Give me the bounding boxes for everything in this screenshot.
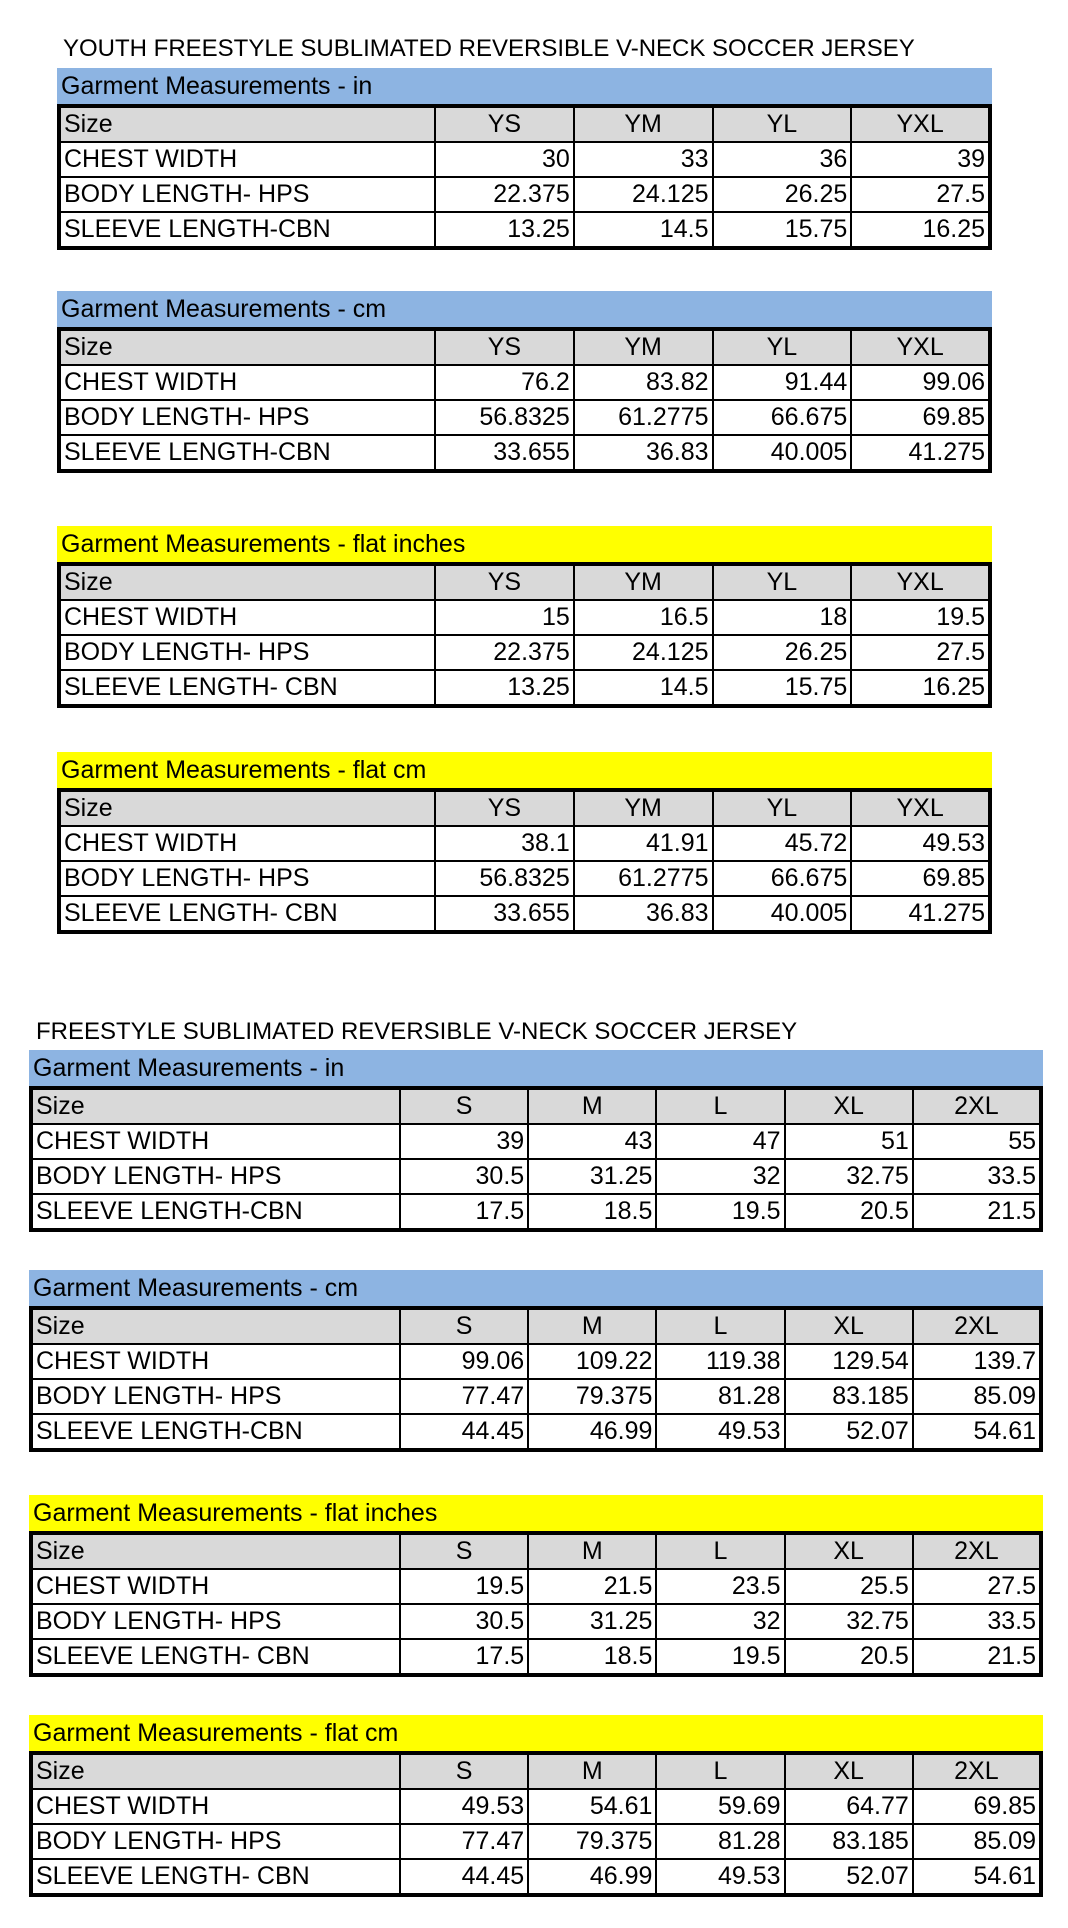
row-label: SLEEVE LENGTH-CBN [31,1194,400,1230]
value-cell: 56.8325 [435,400,574,435]
row-label: SLEEVE LENGTH- CBN [59,670,435,706]
value-cell: 33.5 [913,1604,1041,1639]
size-label: Size [31,1533,400,1569]
size-label: Size [59,790,435,826]
value-cell: 81.28 [656,1824,784,1859]
row-label: BODY LENGTH- HPS [31,1604,400,1639]
adult-table-flat-inches [29,1495,1043,1677]
table-row [31,1414,1041,1450]
value-cell: 109.22 [528,1344,656,1379]
table-row [59,435,990,471]
value-cell: 21.5 [913,1194,1041,1230]
value-cell: 33.5 [913,1159,1041,1194]
value-cell: 69.85 [851,861,990,896]
row-label: CHEST WIDTH [59,826,435,861]
table-row [31,1159,1041,1194]
youth-table-flat-inches [57,526,992,708]
size-row [31,1308,1041,1344]
value-cell: 25.5 [785,1569,913,1604]
table-header: Garment Measurements - flat cm [29,1715,1043,1751]
table-row [59,861,990,896]
row-label: BODY LENGTH- HPS [59,861,435,896]
value-cell: 79.375 [528,1824,656,1859]
table-row [31,1639,1041,1675]
value-cell: 49.53 [656,1414,784,1450]
measurement-table [57,788,992,934]
size-header-cell: YS [435,564,574,600]
row-label: CHEST WIDTH [59,600,435,635]
size-header-cell: L [656,1533,784,1569]
value-cell: 20.5 [785,1194,913,1230]
value-cell: 32.75 [785,1159,913,1194]
value-cell: 49.53 [400,1789,528,1824]
value-cell: 59.69 [656,1789,784,1824]
value-cell: 36.83 [574,435,713,471]
adult-table-in [29,1050,1043,1232]
size-header-cell: YL [713,564,852,600]
measurement-table [29,1531,1043,1677]
size-row [59,329,990,365]
measurement-table [29,1086,1043,1232]
value-cell: 61.2775 [574,861,713,896]
size-row [59,564,990,600]
value-cell: 39 [851,142,990,177]
value-cell: 30.5 [400,1604,528,1639]
value-cell: 19.5 [400,1569,528,1604]
row-label: CHEST WIDTH [59,142,435,177]
table-row [59,826,990,861]
value-cell: 83.185 [785,1824,913,1859]
value-cell: 61.2775 [574,400,713,435]
size-row [31,1533,1041,1569]
value-cell: 13.25 [435,212,574,248]
size-header-cell: XL [785,1308,913,1344]
size-header-cell: XL [785,1088,913,1124]
value-cell: 21.5 [528,1569,656,1604]
size-header-cell: S [400,1533,528,1569]
value-cell: 47 [656,1124,784,1159]
value-cell: 33.655 [435,435,574,471]
measurement-table [57,104,992,250]
table-row [59,600,990,635]
value-cell: 52.07 [785,1414,913,1450]
value-cell: 38.1 [435,826,574,861]
value-cell: 51 [785,1124,913,1159]
value-cell: 33.655 [435,896,574,932]
value-cell: 36.83 [574,896,713,932]
table-row [31,1859,1041,1895]
value-cell: 19.5 [656,1639,784,1675]
value-cell: 13.25 [435,670,574,706]
value-cell: 69.85 [851,400,990,435]
value-cell: 119.38 [656,1344,784,1379]
value-cell: 77.47 [400,1824,528,1859]
size-header-cell: YXL [851,564,990,600]
row-label: BODY LENGTH- HPS [59,635,435,670]
value-cell: 19.5 [851,600,990,635]
row-label: SLEEVE LENGTH-CBN [59,212,435,248]
row-label: CHEST WIDTH [59,365,435,400]
size-row [31,1088,1041,1124]
size-header-cell: M [528,1533,656,1569]
row-label: CHEST WIDTH [31,1344,400,1379]
row-label: BODY LENGTH- HPS [31,1824,400,1859]
size-header-cell: YM [574,106,713,142]
table-row [31,1824,1041,1859]
size-header-cell: 2XL [913,1088,1041,1124]
row-label: SLEEVE LENGTH- CBN [31,1639,400,1675]
row-label: SLEEVE LENGTH-CBN [31,1414,400,1450]
size-label: Size [31,1753,400,1789]
row-label: BODY LENGTH- HPS [59,400,435,435]
table-row [59,400,990,435]
value-cell: 18 [713,600,852,635]
value-cell: 41.91 [574,826,713,861]
table-row [31,1604,1041,1639]
row-label: CHEST WIDTH [31,1124,400,1159]
value-cell: 54.61 [913,1859,1041,1895]
size-header-cell: 2XL [913,1308,1041,1344]
value-cell: 49.53 [656,1859,784,1895]
value-cell: 41.275 [851,435,990,471]
size-header-cell: XL [785,1533,913,1569]
value-cell: 15.75 [713,670,852,706]
size-label: Size [59,106,435,142]
table-row [31,1379,1041,1414]
size-header-cell: YL [713,106,852,142]
row-label: CHEST WIDTH [31,1569,400,1604]
value-cell: 14.5 [574,212,713,248]
value-cell: 17.5 [400,1194,528,1230]
value-cell: 40.005 [713,435,852,471]
row-label: BODY LENGTH- HPS [31,1379,400,1414]
value-cell: 54.61 [913,1414,1041,1450]
value-cell: 49.53 [851,826,990,861]
value-cell: 27.5 [913,1569,1041,1604]
size-header-cell: M [528,1088,656,1124]
size-header-cell: L [656,1308,784,1344]
size-header-cell: YM [574,329,713,365]
table-row [31,1124,1041,1159]
value-cell: 85.09 [913,1379,1041,1414]
size-row [59,790,990,826]
value-cell: 79.375 [528,1379,656,1414]
row-label: BODY LENGTH- HPS [59,177,435,212]
table-row [31,1569,1041,1604]
table-header: Garment Measurements - flat inches [29,1495,1043,1531]
value-cell: 36 [713,142,852,177]
row-label: SLEEVE LENGTH- CBN [31,1859,400,1895]
value-cell: 44.45 [400,1414,528,1450]
value-cell: 99.06 [851,365,990,400]
value-cell: 40.005 [713,896,852,932]
value-cell: 39 [400,1124,528,1159]
size-row [31,1753,1041,1789]
value-cell: 44.45 [400,1859,528,1895]
table-header: Garment Measurements - flat cm [57,752,992,788]
table-row [31,1344,1041,1379]
size-label: Size [31,1308,400,1344]
value-cell: 30.5 [400,1159,528,1194]
value-cell: 20.5 [785,1639,913,1675]
value-cell: 32.75 [785,1604,913,1639]
size-header-cell: M [528,1753,656,1789]
table-row [31,1194,1041,1230]
measurement-table [29,1751,1043,1897]
value-cell: 64.77 [785,1789,913,1824]
value-cell: 31.25 [528,1159,656,1194]
size-header-cell: S [400,1308,528,1344]
size-header-cell: YL [713,329,852,365]
value-cell: 91.44 [713,365,852,400]
value-cell: 76.2 [435,365,574,400]
size-label: Size [31,1088,400,1124]
row-label: BODY LENGTH- HPS [31,1159,400,1194]
table-header: Garment Measurements - cm [29,1270,1043,1306]
value-cell: 16.25 [851,212,990,248]
table-row [31,1789,1041,1824]
value-cell: 129.54 [785,1344,913,1379]
value-cell: 66.675 [713,861,852,896]
value-cell: 27.5 [851,177,990,212]
size-header-cell: L [656,1753,784,1789]
row-label: CHEST WIDTH [31,1789,400,1824]
value-cell: 27.5 [851,635,990,670]
value-cell: 56.8325 [435,861,574,896]
value-cell: 26.25 [713,177,852,212]
table-header: Garment Measurements - in [57,68,992,104]
size-label: Size [59,564,435,600]
row-label: SLEEVE LENGTH- CBN [59,896,435,932]
value-cell: 23.5 [656,1569,784,1604]
size-header-cell: YL [713,790,852,826]
measurement-table [57,562,992,708]
value-cell: 66.675 [713,400,852,435]
adult-section-title: FREESTYLE SUBLIMATED REVERSIBLE V-NECK SOCCER JERSEY [36,1018,798,1045]
size-header-cell: YXL [851,329,990,365]
value-cell: 15.75 [713,212,852,248]
value-cell: 139.7 [913,1344,1041,1379]
value-cell: 18.5 [528,1639,656,1675]
youth-table-cm [57,291,992,473]
value-cell: 77.47 [400,1379,528,1414]
size-header-cell: XL [785,1753,913,1789]
table-row [59,365,990,400]
value-cell: 22.375 [435,635,574,670]
value-cell: 41.275 [851,896,990,932]
value-cell: 32 [656,1604,784,1639]
adult-table-cm [29,1270,1043,1452]
size-header-cell: S [400,1753,528,1789]
row-label: SLEEVE LENGTH-CBN [59,435,435,471]
value-cell: 16.25 [851,670,990,706]
value-cell: 43 [528,1124,656,1159]
value-cell: 55 [913,1124,1041,1159]
size-header-cell: 2XL [913,1533,1041,1569]
table-row [59,177,990,212]
size-header-cell: YM [574,790,713,826]
table-row [59,635,990,670]
size-header-cell: YM [574,564,713,600]
size-label: Size [59,329,435,365]
size-row [59,106,990,142]
size-header-cell: YS [435,329,574,365]
value-cell: 85.09 [913,1824,1041,1859]
youth-section-title: YOUTH FREESTYLE SUBLIMATED REVERSIBLE V-NECK SOCCER JERSEY [63,35,915,62]
table-row [59,142,990,177]
value-cell: 16.5 [574,600,713,635]
value-cell: 14.5 [574,670,713,706]
value-cell: 81.28 [656,1379,784,1414]
value-cell: 46.99 [528,1414,656,1450]
value-cell: 30 [435,142,574,177]
value-cell: 83.185 [785,1379,913,1414]
youth-table-flat-cm [57,752,992,934]
size-header-cell: YS [435,106,574,142]
value-cell: 32 [656,1159,784,1194]
value-cell: 33 [574,142,713,177]
value-cell: 54.61 [528,1789,656,1824]
measurement-table [29,1306,1043,1452]
measurement-table [57,327,992,473]
value-cell: 15 [435,600,574,635]
table-header: Garment Measurements - cm [57,291,992,327]
value-cell: 26.25 [713,635,852,670]
value-cell: 45.72 [713,826,852,861]
table-row [59,670,990,706]
value-cell: 21.5 [913,1639,1041,1675]
value-cell: 22.375 [435,177,574,212]
value-cell: 99.06 [400,1344,528,1379]
size-header-cell: L [656,1088,784,1124]
value-cell: 18.5 [528,1194,656,1230]
value-cell: 24.125 [574,177,713,212]
size-header-cell: YXL [851,790,990,826]
size-header-cell: YS [435,790,574,826]
value-cell: 52.07 [785,1859,913,1895]
size-header-cell: YXL [851,106,990,142]
size-header-cell: S [400,1088,528,1124]
table-row [59,212,990,248]
value-cell: 31.25 [528,1604,656,1639]
table-header: Garment Measurements - in [29,1050,1043,1086]
value-cell: 19.5 [656,1194,784,1230]
value-cell: 69.85 [913,1789,1041,1824]
value-cell: 17.5 [400,1639,528,1675]
youth-table-in [57,68,992,250]
size-header-cell: M [528,1308,656,1344]
table-header: Garment Measurements - flat inches [57,526,992,562]
adult-table-flat-cm [29,1715,1043,1897]
value-cell: 24.125 [574,635,713,670]
value-cell: 83.82 [574,365,713,400]
table-row [59,896,990,932]
size-header-cell: 2XL [913,1753,1041,1789]
value-cell: 46.99 [528,1859,656,1895]
